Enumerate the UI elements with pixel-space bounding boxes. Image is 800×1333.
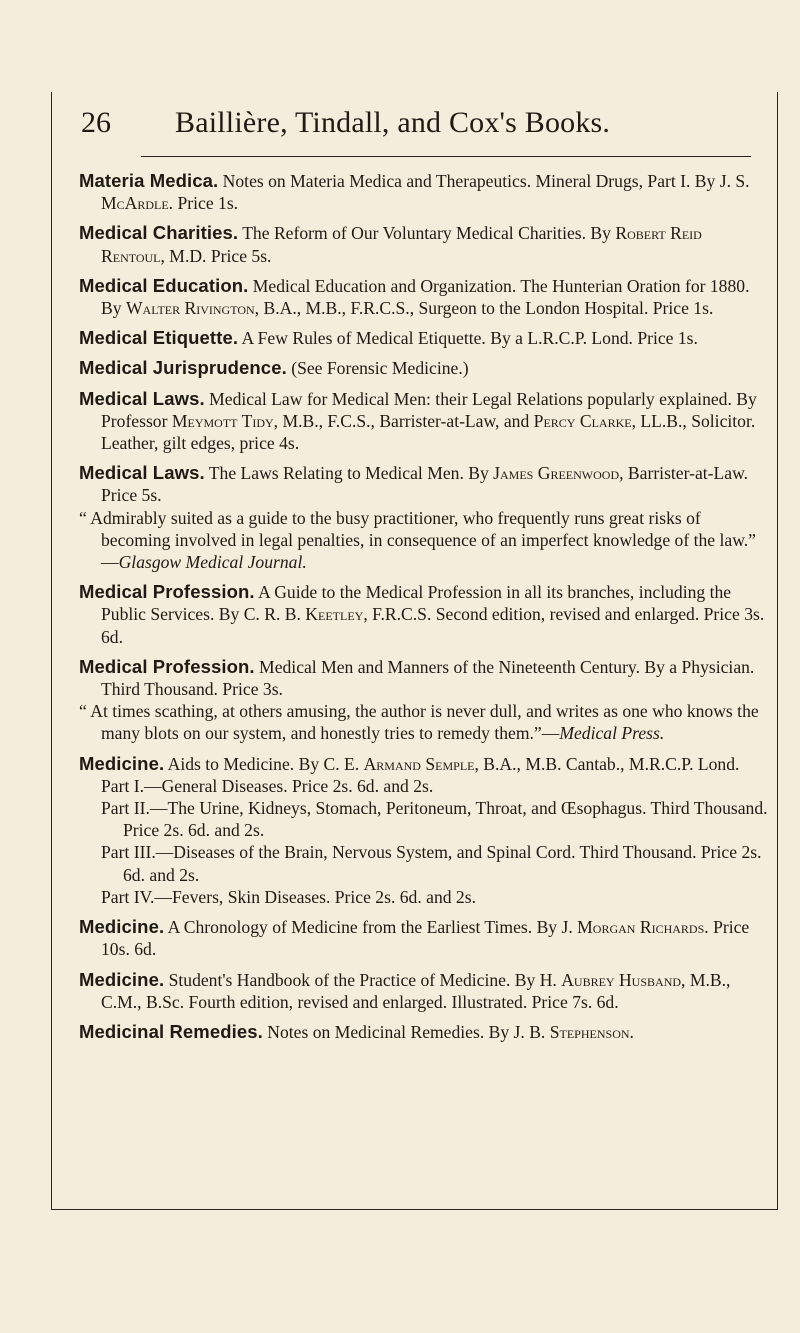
entry-heading: Medicine. [79,752,165,774]
entry-author: J. S. McArdle. [101,171,750,214]
entry-author: Morgan Richards. [577,917,709,938]
entry-heading: Medicinal Remedies. [79,1020,263,1042]
catalogue-entry [79,357,769,379]
entry-text: Medical Etiquette. A Few Rules of Medical Etiquette. By a L.R.C.P. Lond. Price 1s. [79,327,698,349]
catalogue-entry [79,388,769,455]
entry-author: Robert Reid Rentoul, [101,223,702,266]
entry-text: Medical Education. Medical Education and Organization. The Hunterian Oration for 1880. By Walter Rivington, B.A., M.B., F.R.C.S., Surgeon to the London Hospital. Price 1s. [79,274,750,319]
entry-author: Percy Clarke, [533,410,636,431]
entry-heading: Medical Laws. [79,462,205,484]
entry-text: Medicine. Student's Handbook of the Practice of Medicine. By H. Aubrey Husband, M.B., C.M., B.Sc. Fourth edition, revised and enlarged. Illustrated. Price 7s. 6d. [79,968,731,1012]
entry-author: Meymott Tidy, [171,410,279,431]
entry-heading: Medicine. [79,968,165,990]
entry-heading: Medical Charities. [79,222,239,244]
entry-text: Medical Laws. The Laws Relating to Medical Men. By James Greenwood, Barrister-at-Law. Price 5s. [79,462,749,506]
entry-heading: Medical Laws. [79,387,205,409]
entry-heading: Medical Jurisprudence. [79,357,287,379]
catalogue-entry [79,170,769,214]
entry-text: Medical Profession. Medical Men and Manners of the Nineteenth Century. By a Physician. Third Thousand. Price 3s. [79,655,755,700]
review-quote: “ At times scathing, at others amusing, the author is never dull, and writes as one who knows the many blots on our system, and honestly tries to remedy them.”—Medical Press. [79,701,759,744]
entry-author: Walter Rivington, [125,298,260,319]
entry-text: Medical Laws. Medical Law for Medical Men: their Legal Relations popularly explained. By Professor Meymott Tidy, M.B., F.C.S., Barrister-at-Law, and Percy Clarke, LL.B., Solicitor. Leather, gilt edges, price 4s. [79,387,757,454]
catalogue-entry [79,222,769,266]
entry-text: Medicinal Remedies. Notes on Medicinal Remedies. By J. B. Stephenson. [79,1020,634,1042]
catalogue-entry [79,327,769,349]
entry-part: Part IV.—Fevers, Skin Diseases. Price 2s. 6d. and 2s. [101,886,476,907]
entry-author: James Greenwood, [493,463,624,484]
entry-heading: Materia Medica. [79,170,219,191]
entry-part: Part III.—Diseases of the Brain, Nervous System, and Spinal Cord. Third Thousand. Price 2s. 6d. and 2s. [101,842,762,885]
quote-source: Medical Press. [559,723,665,744]
catalogue-entry [79,753,769,908]
entry-author: Aubrey Husband, [561,969,686,990]
quote-source: Glasgow Medical Journal. [118,552,307,573]
entry-heading: Medical Education. [79,274,249,296]
catalogue-entry [79,916,769,960]
catalogue-entry [79,462,769,573]
entry-text: Medical Profession. A Guide to the Medical Profession in all its branches, including the Public Services. By C. R. B. Keetley, F.R.C.S. Second edition, revised and enlarged. Price 3s. 6d. [79,581,765,647]
catalogue-entry [79,581,769,648]
entry-text: Medicine. A Chronology of Medicine from the Earliest Times. By J. Morgan Richards. Price 10s. 6d. [79,916,750,960]
entry-heading: Medical Profession. [79,655,255,677]
entry-part: Part I.—General Diseases. Price 2s. 6d. and 2s. [101,775,434,796]
catalogue-list [79,170,769,1051]
entry-text: Medical Charities. The Reform of Our Voluntary Medical Charities. By Robert Reid Rentoul, M.D. Price 5s. [79,222,702,266]
entry-text: Medical Jurisprudence. (See Forensic Medicine.) [79,357,469,379]
header-rule [141,156,751,157]
catalogue-entry [79,275,769,319]
entry-heading: Medical Etiquette. [79,327,239,349]
page-number: 26 [81,106,111,139]
catalogue-entry [79,656,769,745]
entry-text: Materia Medica. Notes on Materia Medica and Therapeutics. Mineral Drugs, Part I. By J. S. McArdle. Price 1s. [79,170,750,214]
entry-author: Stephenson. [549,1021,634,1042]
entry-heading: Medical Profession. [79,581,255,603]
review-quote: “ Admirably suited as a guide to the busy practitioner, who frequently runs great risks of becoming involved in legal penalties, in consequence of an imperfect knowledge of the law.” —Glasgow Medical Journal. [79,507,756,573]
catalogue-entry [79,969,769,1013]
entry-author: Keetley, [305,604,368,625]
entry-heading: Medicine. [79,916,165,938]
entry-part: Part II.—The Urine, Kidneys, Stomach, Peritoneum, Throat, and Œsophagus. Third Thousand. Price 2s. 6d. and 2s. [101,798,768,841]
catalogue-entry [79,1021,769,1043]
running-title: Baillière, Tindall, and Cox's Books. [175,106,611,139]
page-header [51,92,778,156]
entry-text: Medicine. Aids to Medicine. By C. E. Armand Semple, B.A., M.B. Cantab., M.R.C.P. Lond. [79,752,740,774]
entry-author: Armand Semple, [363,753,479,774]
